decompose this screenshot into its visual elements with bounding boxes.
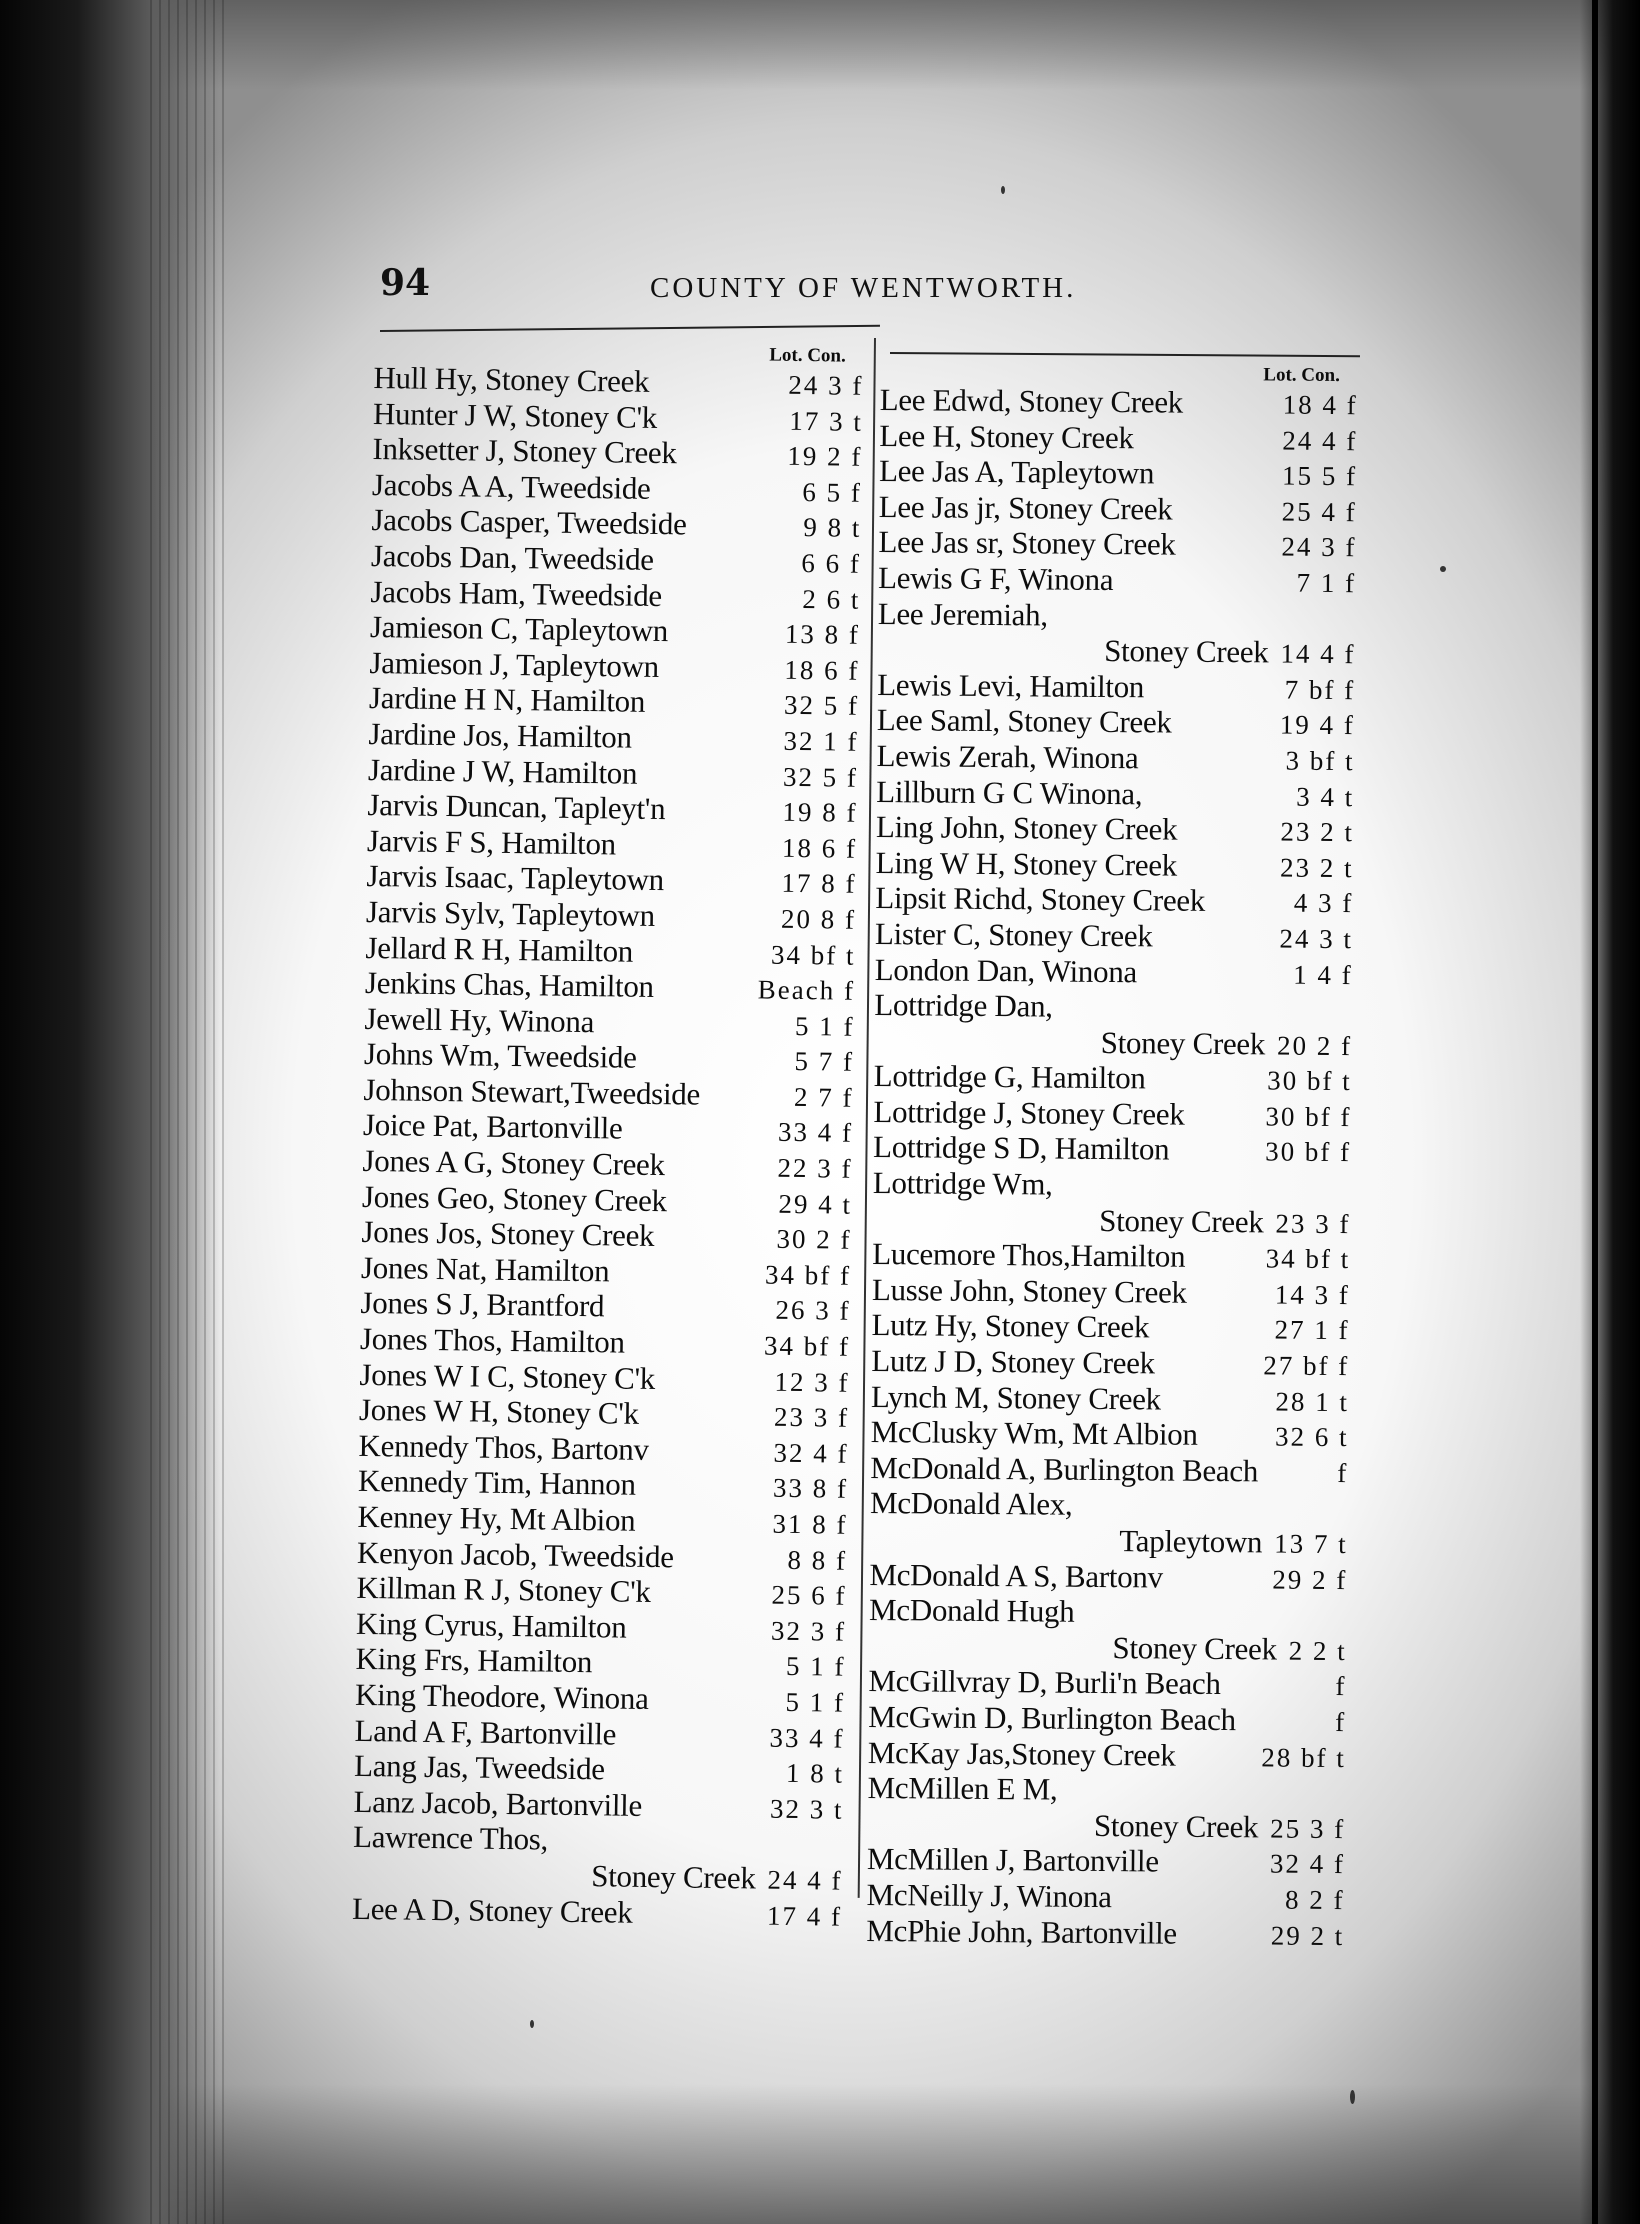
entry-lot-con: 2 7 f — [793, 1081, 854, 1113]
directory-entry — [873, 1129, 1351, 1169]
entry-lot-con: 29 2 f — [1272, 1564, 1348, 1595]
entry-lot-con: 34 bf f — [763, 1330, 851, 1362]
entry-name: Jamieson J, Tapleytown — [369, 644, 660, 684]
entry-lot-con: 9 8 t — [803, 512, 862, 544]
entry-lot-con: 23 2 t — [1280, 816, 1355, 848]
entry-name: Lee Jas jr, Stoney Creek — [878, 488, 1173, 527]
entry-lot-con: 3 bf t — [1285, 745, 1355, 777]
top-shadow — [0, 0, 1640, 90]
entry-lot-con: 34 bf t — [770, 939, 856, 971]
directory-entry — [873, 1165, 1351, 1205]
directory-entry-continuation — [869, 1628, 1347, 1668]
directory-entry — [869, 1592, 1347, 1632]
entry-lot-con: 19 2 f — [787, 440, 863, 473]
right-edge-strip — [1592, 0, 1598, 2224]
entry-lot-con: 24 3 f — [788, 369, 864, 401]
directory-entry — [876, 738, 1354, 778]
column-header: Lot. Con. — [1263, 364, 1340, 387]
entry-lot-con: 23 3 f — [1275, 1208, 1351, 1239]
entry-name: King Cyrus, Hamilton — [355, 1605, 627, 1645]
entry-lot-con: 17 8 f — [781, 868, 857, 900]
entry-name: Lipsit Richd, Stoney Creek — [875, 880, 1206, 919]
entry-name: Lewis G F, Winona — [877, 559, 1114, 598]
speck — [1440, 566, 1446, 572]
directory-entry — [878, 596, 1356, 636]
entry-name: McMillen J, Bartonville — [866, 1841, 1159, 1879]
entry-name: Jones S J, Brantford — [360, 1285, 605, 1324]
entry-name: Stoney Creek — [1112, 1629, 1277, 1667]
directory-entry — [868, 1735, 1346, 1775]
entry-lot-con: 26 3 f — [775, 1295, 851, 1327]
entry-lot-con: 7 bf f — [1284, 674, 1356, 705]
entry-name: Stoney Creek — [1104, 633, 1269, 670]
entry-name: Lottridge S D, Hamilton — [872, 1129, 1170, 1168]
entry-lot-con: 27 1 f — [1274, 1314, 1350, 1346]
running-title: COUNTY OF WENTWORTH. — [650, 272, 1077, 304]
directory-entry-continuation — [867, 1806, 1345, 1846]
entry-name: McDonald Hugh — [868, 1592, 1075, 1629]
entry-name: Lee Saml, Stoney Creek — [876, 702, 1172, 740]
directory-entry — [868, 1663, 1346, 1703]
entry-lot-con: 34 bf t — [1265, 1243, 1351, 1275]
entry-lot-con: 30 bf f — [1265, 1101, 1352, 1133]
entry-name: Jones W I C, Stoney C'k — [359, 1356, 656, 1396]
entry-name: Lottridge Dan, — [874, 987, 1053, 1024]
directory-entry — [869, 1557, 1347, 1597]
entry-name: McClusky Wm, Mt Albion — [870, 1414, 1198, 1453]
directory-entry — [880, 382, 1358, 422]
right-edge-shadow — [1580, 0, 1640, 2224]
entry-name: Kennedy Thos, Bartonv — [358, 1427, 649, 1467]
entry-name: Lang Jas, Tweedside — [353, 1748, 606, 1787]
entry-name: Johnson Stewart,Tweedside — [363, 1071, 701, 1112]
directory-entry — [879, 418, 1357, 458]
entry-name: Lee A D, Stoney Creek — [351, 1890, 633, 1930]
entry-lot-con: 5 1 f — [785, 1651, 846, 1683]
entry-lot-con: 15 5 f — [1281, 460, 1358, 492]
entry-name: Lottridge G, Hamilton — [873, 1058, 1146, 1096]
entry-lot-con: 18 6 f — [781, 832, 858, 864]
entry-name: Lynch M, Stoney Creek — [870, 1378, 1162, 1417]
entry-lot-con: 12 3 f — [774, 1366, 850, 1398]
entry-name: Jewell Hy, Winona — [364, 1000, 595, 1039]
entry-name: Jardine J W, Hamilton — [367, 751, 638, 791]
entry-lot-con: 22 3 f — [777, 1152, 853, 1184]
directory-entry — [875, 880, 1353, 920]
entry-lot-con: 5 7 f — [794, 1046, 855, 1078]
entry-lot-con: 32 5 f — [782, 761, 859, 793]
column-header: Lot. Con. — [769, 344, 846, 367]
entry-name: Lanz Jacob, Bartonville — [353, 1783, 643, 1823]
entry-name: Jarvis F S, Hamilton — [366, 822, 617, 862]
directory-entry — [879, 453, 1357, 493]
entry-name: Jacobs Ham, Tweedside — [370, 573, 663, 613]
entry-lot-con: 33 4 f — [769, 1722, 845, 1754]
entry-lot-con: 32 4 f — [1269, 1848, 1346, 1880]
directory-entry — [866, 1912, 1344, 1952]
directory-entry — [877, 667, 1355, 707]
entry-name: Hull Hy, Stoney Creek — [373, 359, 650, 399]
entry-name: Jellard R H, Hamilton — [365, 929, 634, 969]
entry-lot-con: 8 2 f — [1284, 1884, 1345, 1916]
entry-lot-con: f — [1335, 1706, 1347, 1738]
entry-name: Jacobs Dan, Tweedside — [370, 537, 655, 577]
entry-name: Tapleytown — [1119, 1523, 1263, 1560]
entry-name: London Dan, Winona — [874, 951, 1138, 989]
entry-name: Jarvis Sylv, Tapleytown — [365, 893, 656, 933]
entry-lot-con: 30 bf t — [1267, 1065, 1352, 1097]
entry-name: McMillen E M, — [867, 1770, 1058, 1807]
directory-entry — [875, 916, 1353, 956]
entry-name: King Frs, Hamilton — [355, 1641, 593, 1680]
directory-entry — [878, 560, 1356, 600]
entry-lot-con: 2 2 t — [1288, 1635, 1347, 1666]
directory-entry — [878, 524, 1356, 564]
entry-name: McGillvray D, Burli'n Beach — [868, 1663, 1221, 1702]
entry-lot-con: 5 1 f — [794, 1010, 855, 1042]
directory-entry-continuation — [874, 1023, 1352, 1063]
entry-lot-con: 27 bf f — [1263, 1350, 1350, 1382]
entry-name: Lee Edwd, Stoney Creek — [879, 381, 1184, 420]
directory-entry — [876, 774, 1354, 814]
entry-lot-con: 31 8 f — [772, 1508, 848, 1540]
entry-name: King Theodore, Winona — [354, 1676, 649, 1716]
directory-entry — [867, 1841, 1345, 1881]
entry-lot-con: 23 2 t — [1279, 852, 1354, 883]
entry-name: Jones W H, Stoney C'k — [358, 1392, 640, 1432]
entry-name: Kenney Hy, Mt Albion — [357, 1498, 636, 1538]
entry-lot-con: 24 3 t — [1279, 923, 1354, 955]
entry-lot-con: 32 4 f — [773, 1437, 849, 1469]
page-number: 94 — [380, 262, 431, 304]
directory-column-left — [352, 340, 864, 1933]
entry-lot-con: 33 4 f — [777, 1117, 854, 1149]
entry-lot-con: 6 6 f — [801, 547, 862, 579]
entry-name: Jardine H N, Hamilton — [368, 680, 646, 720]
entry-lot-con: 33 8 f — [772, 1473, 849, 1505]
directory-entry — [871, 1379, 1349, 1419]
entry-name: McPhie John, Bartonville — [866, 1912, 1177, 1951]
directory-entry — [867, 1770, 1345, 1810]
entry-name: Jones Thos, Hamilton — [359, 1320, 625, 1360]
entry-name: Lawrence Thos, — [352, 1819, 549, 1857]
bottom-shadow — [0, 2084, 1640, 2224]
directory-entry — [866, 1877, 1344, 1917]
directory-entry — [870, 1450, 1348, 1490]
entry-name: McDonald Alex, — [869, 1485, 1073, 1523]
entry-name: Stoney Creek — [1099, 1202, 1264, 1240]
entry-name: Lottridge Wm, — [872, 1165, 1053, 1202]
directory-entry — [874, 1058, 1352, 1098]
entry-lot-con: 2 6 t — [802, 583, 861, 615]
entry-name: Jarvis Isaac, Tapleytown — [366, 858, 665, 898]
entry-lot-con: 17 3 t — [789, 405, 864, 437]
entry-lot-con: 18 4 f — [1282, 389, 1358, 421]
speck — [530, 2020, 534, 2028]
entry-lot-con: 32 3 t — [769, 1793, 844, 1825]
entry-lot-con: 24 4 f — [1282, 425, 1358, 456]
entry-name: McKay Jas,Stoney Creek — [867, 1734, 1176, 1773]
directory-entry — [877, 702, 1355, 742]
entry-name: Jacobs A A, Tweedside — [371, 466, 651, 506]
entry-name: Stoney Creek — [591, 1858, 756, 1896]
directory-entry-continuation — [877, 631, 1355, 671]
entry-name: Killman R J, Stoney C'k — [356, 1570, 651, 1610]
entry-lot-con: f — [1335, 1671, 1347, 1702]
entry-lot-con: 23 3 f — [773, 1401, 850, 1433]
entry-name: Jones Nat, Hamilton — [360, 1249, 610, 1289]
entry-name: McDonald A, Burlington Beach — [870, 1449, 1259, 1489]
entry-name: McDonald A S, Bartonv — [869, 1556, 1163, 1595]
directory-entry-continuation — [872, 1201, 1350, 1241]
entry-name: Lutz J D, Stoney Creek — [871, 1342, 1155, 1381]
entry-lot-con: 13 7 t — [1274, 1528, 1348, 1560]
entry-name: McNeilly J, Winona — [866, 1876, 1112, 1915]
entry-name: Joice Pat, Bartonville — [362, 1107, 623, 1147]
entry-lot-con: 32 3 f — [770, 1615, 847, 1647]
entry-name: Jones Jos, Stoney Creek — [361, 1214, 655, 1254]
entry-list — [352, 360, 864, 1933]
entry-name: Lee Jas A, Tapleytown — [878, 453, 1155, 491]
entry-name: Kennedy Tim, Hannon — [357, 1463, 636, 1503]
directory-entry — [871, 1343, 1349, 1383]
entry-lot-con: 6 5 f — [802, 476, 863, 508]
entry-lot-con: 24 4 f — [767, 1864, 843, 1896]
entry-lot-con: 34 bf f — [764, 1259, 852, 1291]
page-edges — [150, 0, 230, 2224]
entry-lot-con: Beach f — [757, 974, 856, 1006]
entry-name: Stoney Creek — [1100, 1024, 1266, 1062]
entry-lot-con: 19 8 f — [782, 796, 858, 828]
entry-name: Jacobs Casper, Tweedside — [371, 502, 687, 542]
entry-lot-con: 5 1 f — [785, 1686, 846, 1718]
directory-column-right — [866, 362, 1358, 1952]
entry-lot-con: 7 1 f — [1296, 567, 1357, 599]
directory-entry — [868, 1699, 1346, 1739]
entry-name: Ling W H, Stoney Creek — [875, 844, 1178, 883]
entry-name: Lister C, Stoney Creek — [874, 915, 1153, 954]
entry-lot-con: 17 4 f — [766, 1900, 843, 1932]
entry-name: Kenyon Jacob, Tweedside — [356, 1534, 674, 1574]
directory-entry — [879, 489, 1357, 529]
entry-lot-con: 28 bf t — [1261, 1741, 1346, 1773]
entry-name: Lusse John, Stoney Creek — [871, 1271, 1187, 1310]
entry-lot-con: 30 bf f — [1265, 1136, 1352, 1168]
entry-name: Hunter J W, Stoney C'k — [372, 395, 658, 435]
entry-name: Stoney Creek — [1093, 1807, 1259, 1845]
entry-lot-con: 1 4 f — [1293, 959, 1353, 990]
entry-name: Lewis Levi, Hamilton — [877, 666, 1145, 705]
directory-entry — [875, 845, 1353, 885]
entry-lot-con: 25 6 f — [771, 1579, 847, 1611]
entry-lot-con: 8 8 f — [787, 1544, 848, 1576]
entry-lot-con: 13 8 f — [784, 618, 861, 650]
entry-lot-con: f — [1337, 1457, 1349, 1488]
entry-name: Lutz Hy, Stoney Creek — [871, 1307, 1150, 1345]
entry-lot-con: 29 2 t — [1270, 1920, 1345, 1951]
directory-entry — [873, 1094, 1351, 1134]
directory-entry-continuation — [870, 1521, 1348, 1561]
entry-lot-con: 14 3 f — [1274, 1279, 1351, 1310]
entry-name: Jarvis Duncan, Tapleyt'n — [367, 787, 666, 827]
directory-entry — [872, 1272, 1350, 1312]
entry-name: Lee Jeremiah, — [877, 595, 1048, 633]
entry-name: Lillburn G C Winona, — [876, 773, 1143, 811]
entry-lot-con: 19 4 f — [1279, 709, 1355, 741]
entry-lot-con: 18 6 f — [784, 654, 860, 686]
entry-lot-con: 20 2 f — [1276, 1030, 1353, 1061]
entry-name: Land A F, Bartonville — [354, 1712, 617, 1752]
entry-lot-con: 32 5 f — [783, 690, 860, 722]
directory-entry — [876, 809, 1354, 849]
speck — [1350, 2090, 1355, 2104]
entry-name: Ling John, Stoney Creek — [875, 809, 1178, 847]
entry-lot-con: 32 1 f — [783, 725, 859, 757]
directory-entry — [870, 1485, 1348, 1525]
entry-lot-con: 3 4 t — [1296, 781, 1355, 812]
directory-entry — [871, 1307, 1349, 1347]
entry-lot-con: 25 4 f — [1281, 496, 1357, 527]
entry-name: Inksetter J, Stoney Creek — [372, 431, 677, 471]
speck — [1001, 186, 1005, 194]
directory-entry — [875, 951, 1353, 991]
entry-name: Lee Jas sr, Stoney Creek — [878, 524, 1176, 562]
entry-lot-con: 25 3 f — [1270, 1813, 1346, 1844]
entry-lot-con: 29 4 t — [778, 1188, 853, 1220]
entry-name: Jamieson C, Tapleytown — [369, 609, 669, 649]
entry-lot-con: 32 6 t — [1274, 1421, 1349, 1453]
directory-entry — [871, 1414, 1349, 1454]
entry-lot-con: 30 2 f — [776, 1223, 852, 1256]
entry-name: Jones A G, Stoney Creek — [362, 1142, 665, 1183]
entry-list — [866, 382, 1358, 1952]
directory-entry — [874, 987, 1352, 1027]
entry-lot-con: 14 4 f — [1280, 638, 1356, 670]
entry-name: Johns Wm, Tweedside — [363, 1036, 637, 1076]
entry-lot-con: 24 3 f — [1281, 531, 1357, 563]
entry-lot-con: 1 8 t — [785, 1758, 845, 1789]
entry-name: McGwin D, Burlington Beach — [868, 1698, 1236, 1738]
entry-name: Lee H, Stoney Creek — [879, 417, 1134, 455]
directory-entry — [872, 1236, 1350, 1276]
entry-name: Jones Geo, Stoney Creek — [361, 1178, 668, 1218]
entry-name: Jenkins Chas, Hamilton — [364, 965, 654, 1005]
entry-name: Lottridge J, Stoney Creek — [873, 1093, 1185, 1132]
entry-name: Lewis Zerah, Winona — [876, 737, 1139, 776]
entry-lot-con: 28 1 t — [1275, 1386, 1350, 1417]
entry-lot-con: 20 8 f — [780, 903, 857, 935]
entry-name: Jardine Jos, Hamilton — [368, 715, 632, 755]
entry-lot-con: 4 3 f — [1293, 887, 1354, 919]
entry-name: Lucemore Thos,Hamilton — [872, 1236, 1186, 1274]
